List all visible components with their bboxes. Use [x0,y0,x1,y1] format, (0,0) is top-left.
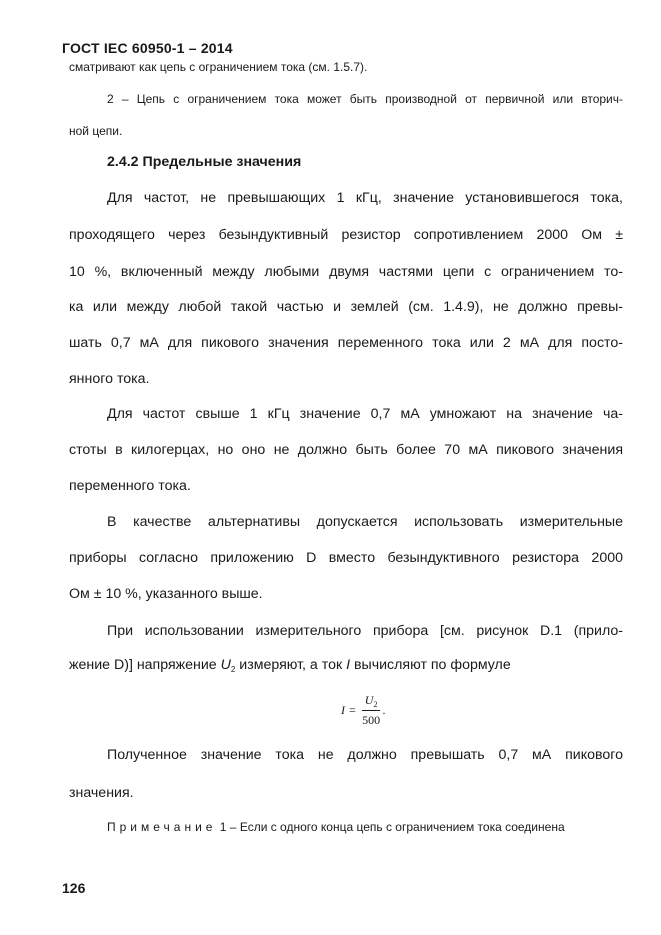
paragraph-line: шать 0,7 мА для пикового значения переменного тока или 2 мА для посто- [69,335,623,351]
paragraph-line: проходящего через безындуктивный резистор сопротивлением 2000 Ом ± [69,227,623,243]
text-line: сматривают как цепь с ограничением тока (см. 1.5.7). [69,60,368,74]
formula-period: . [382,703,386,717]
note-line [107,820,565,834]
paragraph-line [69,657,511,674]
paragraph-line: переменного тока. [69,478,191,494]
paragraph-line: приборы согласно приложению D вместо безындуктивного резистора 2000 [69,550,623,566]
text-fragment: вычисляют по формуле [350,657,511,673]
numerator-sub: 2 [373,700,378,709]
paragraph-line: В качестве альтернативы допускается использовать измерительные [107,514,623,530]
formula-equals: = [349,703,356,717]
text-fragment: жение D)] напряжение [69,657,221,673]
formula-lhs: I [341,703,345,717]
variable-u: U [220,657,231,673]
section-heading: 2.4.2 Предельные значения [107,154,302,170]
formula-fraction [362,693,381,728]
note-label: Примечание [107,820,217,834]
variable-i: I [346,657,351,673]
document-header: ГОСТ IEC 60950-1 – 2014 [62,40,233,56]
note-line: ной цепи. [69,124,123,138]
paragraph-line: 10 %, включенный между любыми двумя частями цепи с ограничением то- [69,264,623,280]
page-number: 126 [62,880,86,896]
paragraph-line: ка или между любой такой частью и землей (см. 1.4.9), не должно превы- [69,299,623,315]
numerator-var: U [364,693,374,707]
paragraph-line: Ом ± 10 %, указанного выше. [69,586,263,602]
subscript: 2 [230,665,236,674]
current-formula [341,693,385,728]
text-fragment: измеряют, а ток [235,657,347,673]
note-line: 2 – Цепь с ограничением тока может быть производной от первичной или вторич- [107,92,623,106]
paragraph-line: стоты в килогерцах, но оно не должно быть более 70 мА пикового значения [69,442,623,458]
paragraph-line: янного тока. [69,371,150,387]
paragraph-line: Полученное значение тока не должно превышать 0,7 мА пикового [107,747,623,763]
paragraph-line: При использовании измерительного прибора [см. рисунок D.1 (прило- [107,623,623,639]
formula-numerator [362,693,381,711]
paragraph-line: Для частот, не превышающих 1 кГц, значение установившегося тока, [107,190,623,206]
formula-denominator: 500 [362,713,381,727]
paragraph-line: Для частот свыше 1 кГц значение 0,7 мА умножают на значение ча- [107,406,623,422]
note-text: 1 – Если с одного конца цепь с ограничением тока соединена [216,820,565,834]
paragraph-line: значения. [69,785,134,801]
